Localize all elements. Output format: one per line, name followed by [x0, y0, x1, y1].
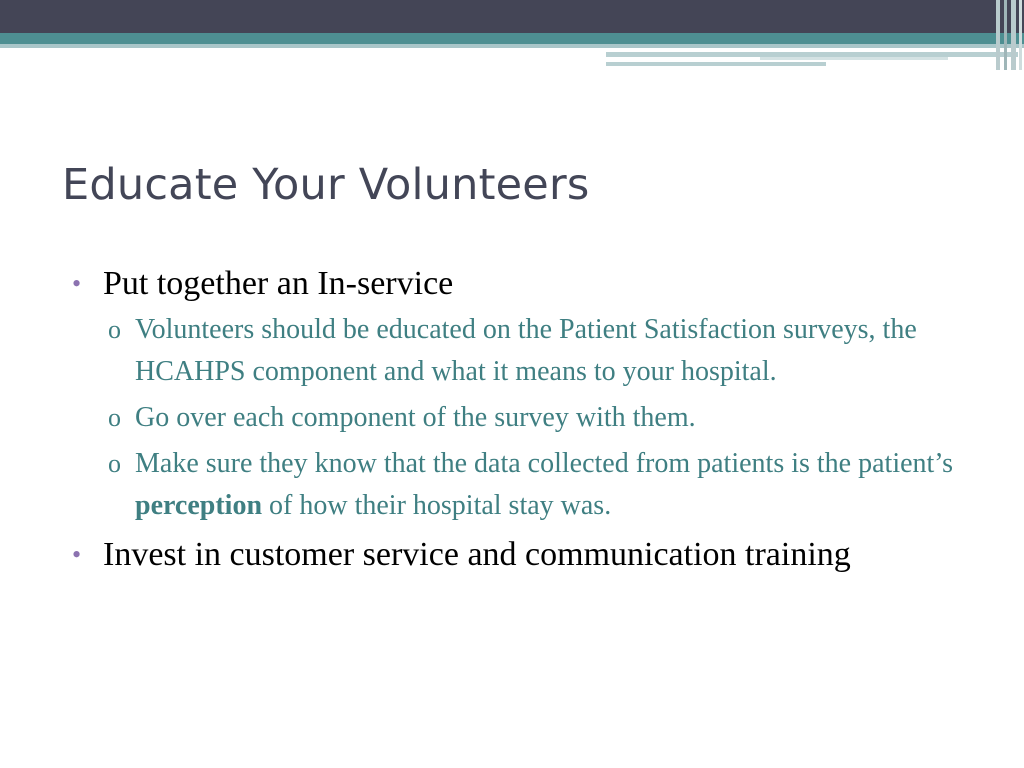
bullet-item — [72, 262, 972, 305]
bullet-text: Put together an In-service — [103, 265, 454, 302]
header-stripe — [760, 57, 948, 60]
header-stripe — [606, 62, 826, 66]
sub-bullet-marker: o — [108, 403, 121, 432]
sub-bullet-item — [72, 309, 972, 393]
header-light-band — [0, 44, 1024, 48]
header-dark-band — [0, 0, 1024, 33]
sub-bullet-marker: o — [108, 449, 121, 478]
vertical-bar — [1019, 0, 1022, 70]
bullet-text: Invest in customer service and communication training — [103, 536, 851, 573]
slide-title: Educate Your Volunteers — [62, 160, 590, 210]
header-teal-band — [0, 33, 1024, 44]
bullet-dot-icon: • — [72, 269, 82, 298]
emphasis-perception: perception — [135, 490, 263, 521]
vertical-bar — [1011, 0, 1016, 70]
sub-bullet-text: Go over each component of the survey with them. — [135, 402, 696, 433]
sub-bullet-item — [72, 443, 972, 527]
bullet-dot-icon: • — [72, 540, 82, 569]
sub-bullet-text-after: of how their hospital stay was. — [262, 490, 612, 521]
sub-bullet-list — [72, 309, 972, 527]
bullet-item — [72, 533, 972, 576]
sub-bullet-marker: o — [108, 315, 121, 344]
sub-bullet-text: Volunteers should be educated on the Patient Satisfaction surveys, the HCAHPS component and what it means to your hospital. — [135, 314, 917, 387]
slide-content — [72, 262, 972, 576]
header-vertical-bars — [994, 0, 1024, 70]
sub-bullet-item — [72, 397, 972, 439]
vertical-bar — [996, 0, 1000, 70]
vertical-bar — [1004, 0, 1007, 70]
sub-bullet-text-before: Make sure they know that the data collected from patients is the patient’s — [135, 448, 953, 479]
